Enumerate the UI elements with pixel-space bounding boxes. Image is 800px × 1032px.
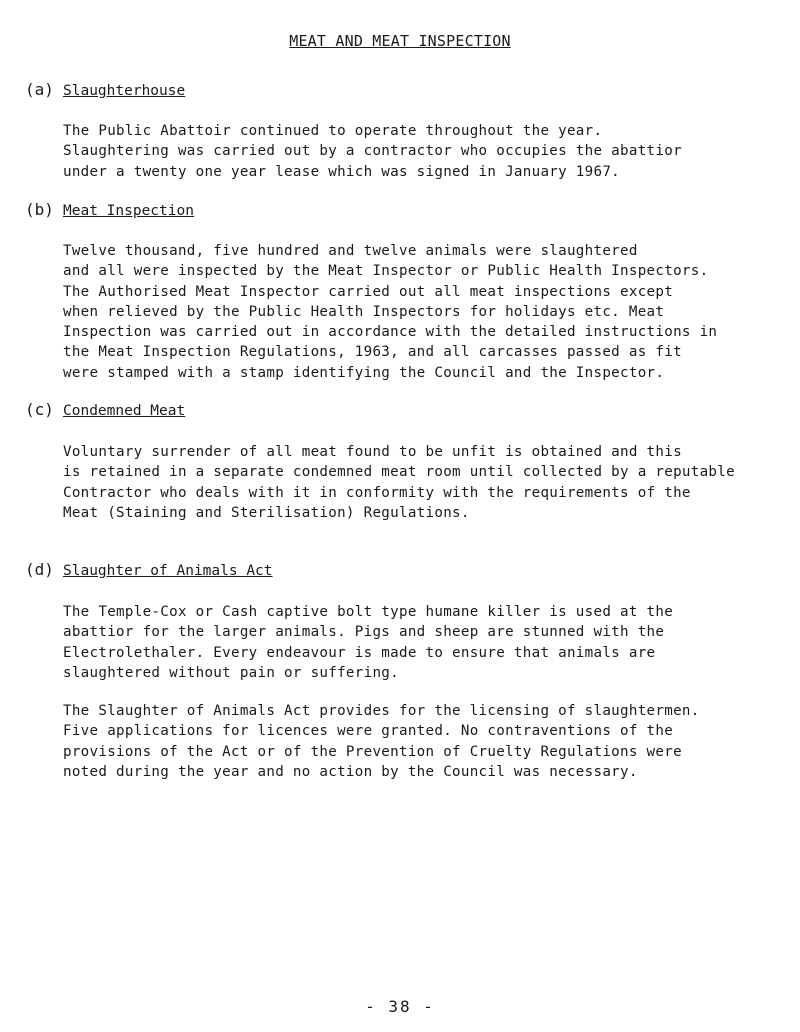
- section-letter: (d): [25, 560, 54, 579]
- section-heading: Slaughter of Animals Act: [63, 563, 273, 579]
- section-paragraph: The Slaughter of Animals Act provides for the licensing of slaughtermen. Five applications for licences were granted. No contraventions of the provisions of the Act or of the Prevention of Cruelty Regulations were noted during the year and no action by the Council was necessary.: [63, 703, 700, 780]
- section-paragraph: Twelve thousand, five hundred and twelve animals were slaughtered and all were inspected by the Meat Inspector or Public Health Inspectors. The Authorised Meat Inspector carried out all meat inspections except when relieved by the Public Health Inspectors for holidays etc. Meat Inspection was carried out in accordance with the detailed instructions in the Meat Inspection Regulations, 1963, and all carcasses passed as fit were stamped with a stamp identifying the Council and the Inspector.: [63, 243, 718, 381]
- section-paragraph: The Public Abattoir continued to operate throughout the year. Slaughtering was carried out by a contractor who occupies the abattior under a twenty one year lease which was signed in January 1967.: [63, 123, 682, 180]
- section-letter: (b): [25, 200, 54, 219]
- page-number: - 38 -: [365, 997, 435, 1016]
- section-letter: (c): [25, 400, 54, 419]
- page-title: MEAT AND MEAT INSPECTION: [289, 32, 511, 50]
- section-paragraph: The Temple-Cox or Cash captive bolt type humane killer is used at the abattior for the larger animals. Pigs and sheep are stunned with the Electrolethaler. Every endeavour is made to ensure that animals are slaughtered without pain or suffering.: [63, 604, 674, 681]
- section-heading: Condemned Meat: [63, 403, 186, 419]
- section-paragraph: Voluntary surrender of all meat found to be unfit is obtained and this is retained in a separate condemned meat room until collected by a reputable Contractor who deals with it in conformity with the requirements of the Meat (Staining and Sterilisation) Regulations.: [63, 444, 735, 521]
- section-heading: Slaughterhouse: [63, 83, 186, 99]
- section-letter: (a): [25, 80, 54, 99]
- section-heading: Meat Inspection: [63, 203, 194, 219]
